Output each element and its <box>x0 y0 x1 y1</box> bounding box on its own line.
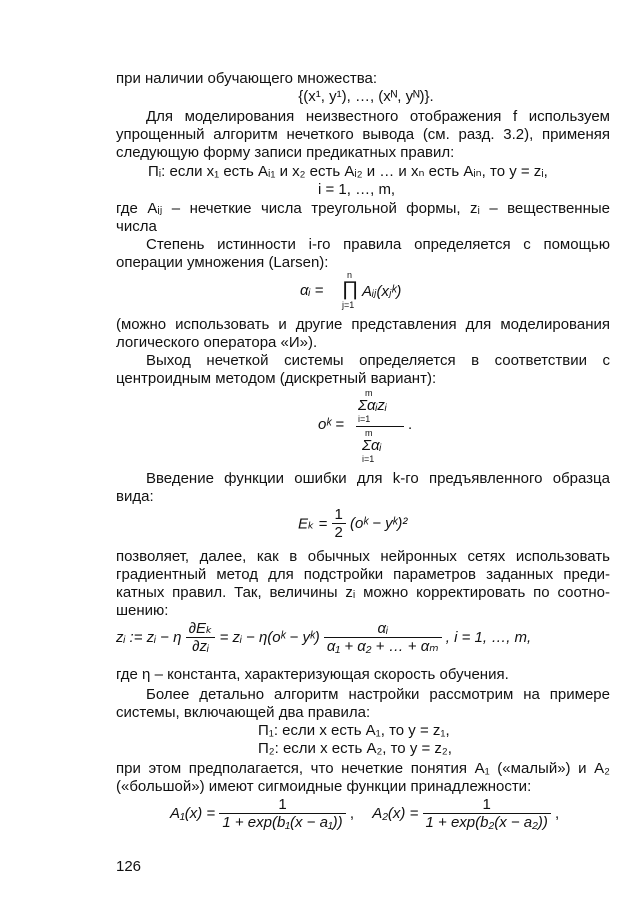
index-range: i = 1, …, m, <box>318 181 396 198</box>
sum-lower-limit: i=1 <box>362 454 375 464</box>
fraction-denominator: ∂zᵢ <box>192 638 209 655</box>
fraction-numerator: 1 <box>334 506 343 523</box>
update-formula <box>116 620 531 655</box>
membership-formula <box>170 796 559 831</box>
a2-fraction <box>423 796 551 831</box>
text-line: логического оператора «И»). <box>116 334 318 351</box>
a2-lhs: A₂(x) = <box>372 805 419 822</box>
centroid-lhs: oᵏ = <box>318 416 345 433</box>
text-line: вида: <box>116 488 154 505</box>
fraction-numerator: 1 <box>278 796 287 813</box>
product-upper-limit: n <box>347 270 353 280</box>
text-line: Введение функции ошибки для k-го предъявленного образца <box>146 470 610 487</box>
text-line: при этом предполагается, что нечеткие понятия A₁ («малый») и A₂ <box>116 760 610 777</box>
product-lower-limit: j=1 <box>342 300 355 310</box>
text-line: шению: <box>116 602 169 619</box>
fraction-denominator: 2 <box>334 524 343 541</box>
alpha-lhs: αᵢ = <box>300 282 324 299</box>
fraction-numerator: αᵢ <box>377 620 388 637</box>
text-line: где η – константа, характеризующая скорость обучения. <box>116 666 509 683</box>
text-line: где Aᵢⱼ – нечеткие числа треугольной формы, zᵢ – вещественные <box>116 200 610 217</box>
a1-lhs: A₁(x) = <box>170 805 216 822</box>
product-symbol: ∏ <box>342 278 359 300</box>
text-line: Выход нечеткой системы определяется в соответствии с <box>146 352 610 369</box>
fraction-bar <box>356 426 404 427</box>
text-line: (можно использовать и другие представления для моделирования <box>116 316 610 333</box>
training-set-formula: {(x¹, y¹), …, (xᴺ, yᴺ)}. <box>298 88 434 105</box>
formula-end: , <box>555 805 560 822</box>
text-line: системы, включающей два правила: <box>116 704 371 721</box>
a1-fraction <box>219 796 345 831</box>
text-line: Для моделирования неизвестного отображения f используем <box>146 108 610 125</box>
text-line: позволяет, далее, как в обычных нейронных сетях использовать <box>116 548 610 565</box>
weight-fraction <box>324 620 442 655</box>
error-lhs: Eₖ = <box>298 515 328 533</box>
rule-two: П₂: если x есть A₂, то y = z₂, <box>258 740 452 757</box>
error-formula <box>298 506 407 541</box>
fraction-numerator: 1 <box>482 796 491 813</box>
sum-upper-limit: m <box>365 388 373 398</box>
update-lhs: zᵢ := zᵢ − η <box>116 629 182 646</box>
fraction-denominator: 1 + exp(b₂(x − a₂)) <box>425 814 548 831</box>
error-rhs: (oᵏ − yᵏ)² <box>350 515 408 532</box>
rule-formula: Пᵢ: если x₁ есть Aᵢ₁ и x₂ есть Aᵢ₂ и … и xₙ есть Aᵢₙ, то y = zᵢ, <box>148 163 548 180</box>
text-line: Более детально алгоритм настройки рассмотрим на примере <box>146 686 610 703</box>
update-tail: , i = 1, …, m, <box>445 629 532 646</box>
centroid-denominator: Σαᵢ <box>362 437 382 454</box>
fraction-denominator: 1 + exp(b₁(x − a₁)) <box>222 814 343 831</box>
update-middle: = zᵢ − η(oᵏ − yᵏ) <box>219 629 320 646</box>
text-line: следующую форму записи предикатных правил: <box>116 144 455 161</box>
fraction-denominator: α₁ + α₂ + … + αₘ <box>326 638 439 655</box>
rule-one: П₁: если x есть A₁, то y = z₁, <box>258 722 450 739</box>
fraction-numerator: ∂Eₖ <box>188 620 213 637</box>
text-line: градиентный метод для подстройки параметров заданных преди- <box>116 566 610 583</box>
formula-period: . <box>408 416 413 433</box>
sum-upper-limit: m <box>365 428 373 438</box>
half-fraction <box>332 506 346 541</box>
text-line: операции умножения (Larsen): <box>116 254 329 271</box>
formula-separator: , <box>349 805 355 822</box>
alpha-rhs: Aᵢⱼ(xⱼᵏ) <box>362 283 402 300</box>
sum-lower-limit: i=1 <box>358 414 371 424</box>
text-line: Степень истинности i-го правила определяется с помощью <box>146 236 610 253</box>
page-number: 126 <box>116 858 142 875</box>
text-line: катных правил. Так, величины zᵢ можно корректировать по соотно- <box>116 584 610 601</box>
text-line: центроидным методом (дискретный вариант): <box>116 370 437 387</box>
centroid-numerator: Σαᵢzᵢ <box>358 397 387 414</box>
text-line: («большой») имеют сигмоидные функции принадлежности: <box>116 778 532 795</box>
text-line: упрощенный алгоритм нечеткого вывода (см. разд. 3.2), применяя <box>116 126 610 143</box>
derivative-fraction <box>186 620 216 655</box>
text-line: при наличии обучающего множества: <box>116 70 378 87</box>
text-line: числа <box>116 218 157 235</box>
